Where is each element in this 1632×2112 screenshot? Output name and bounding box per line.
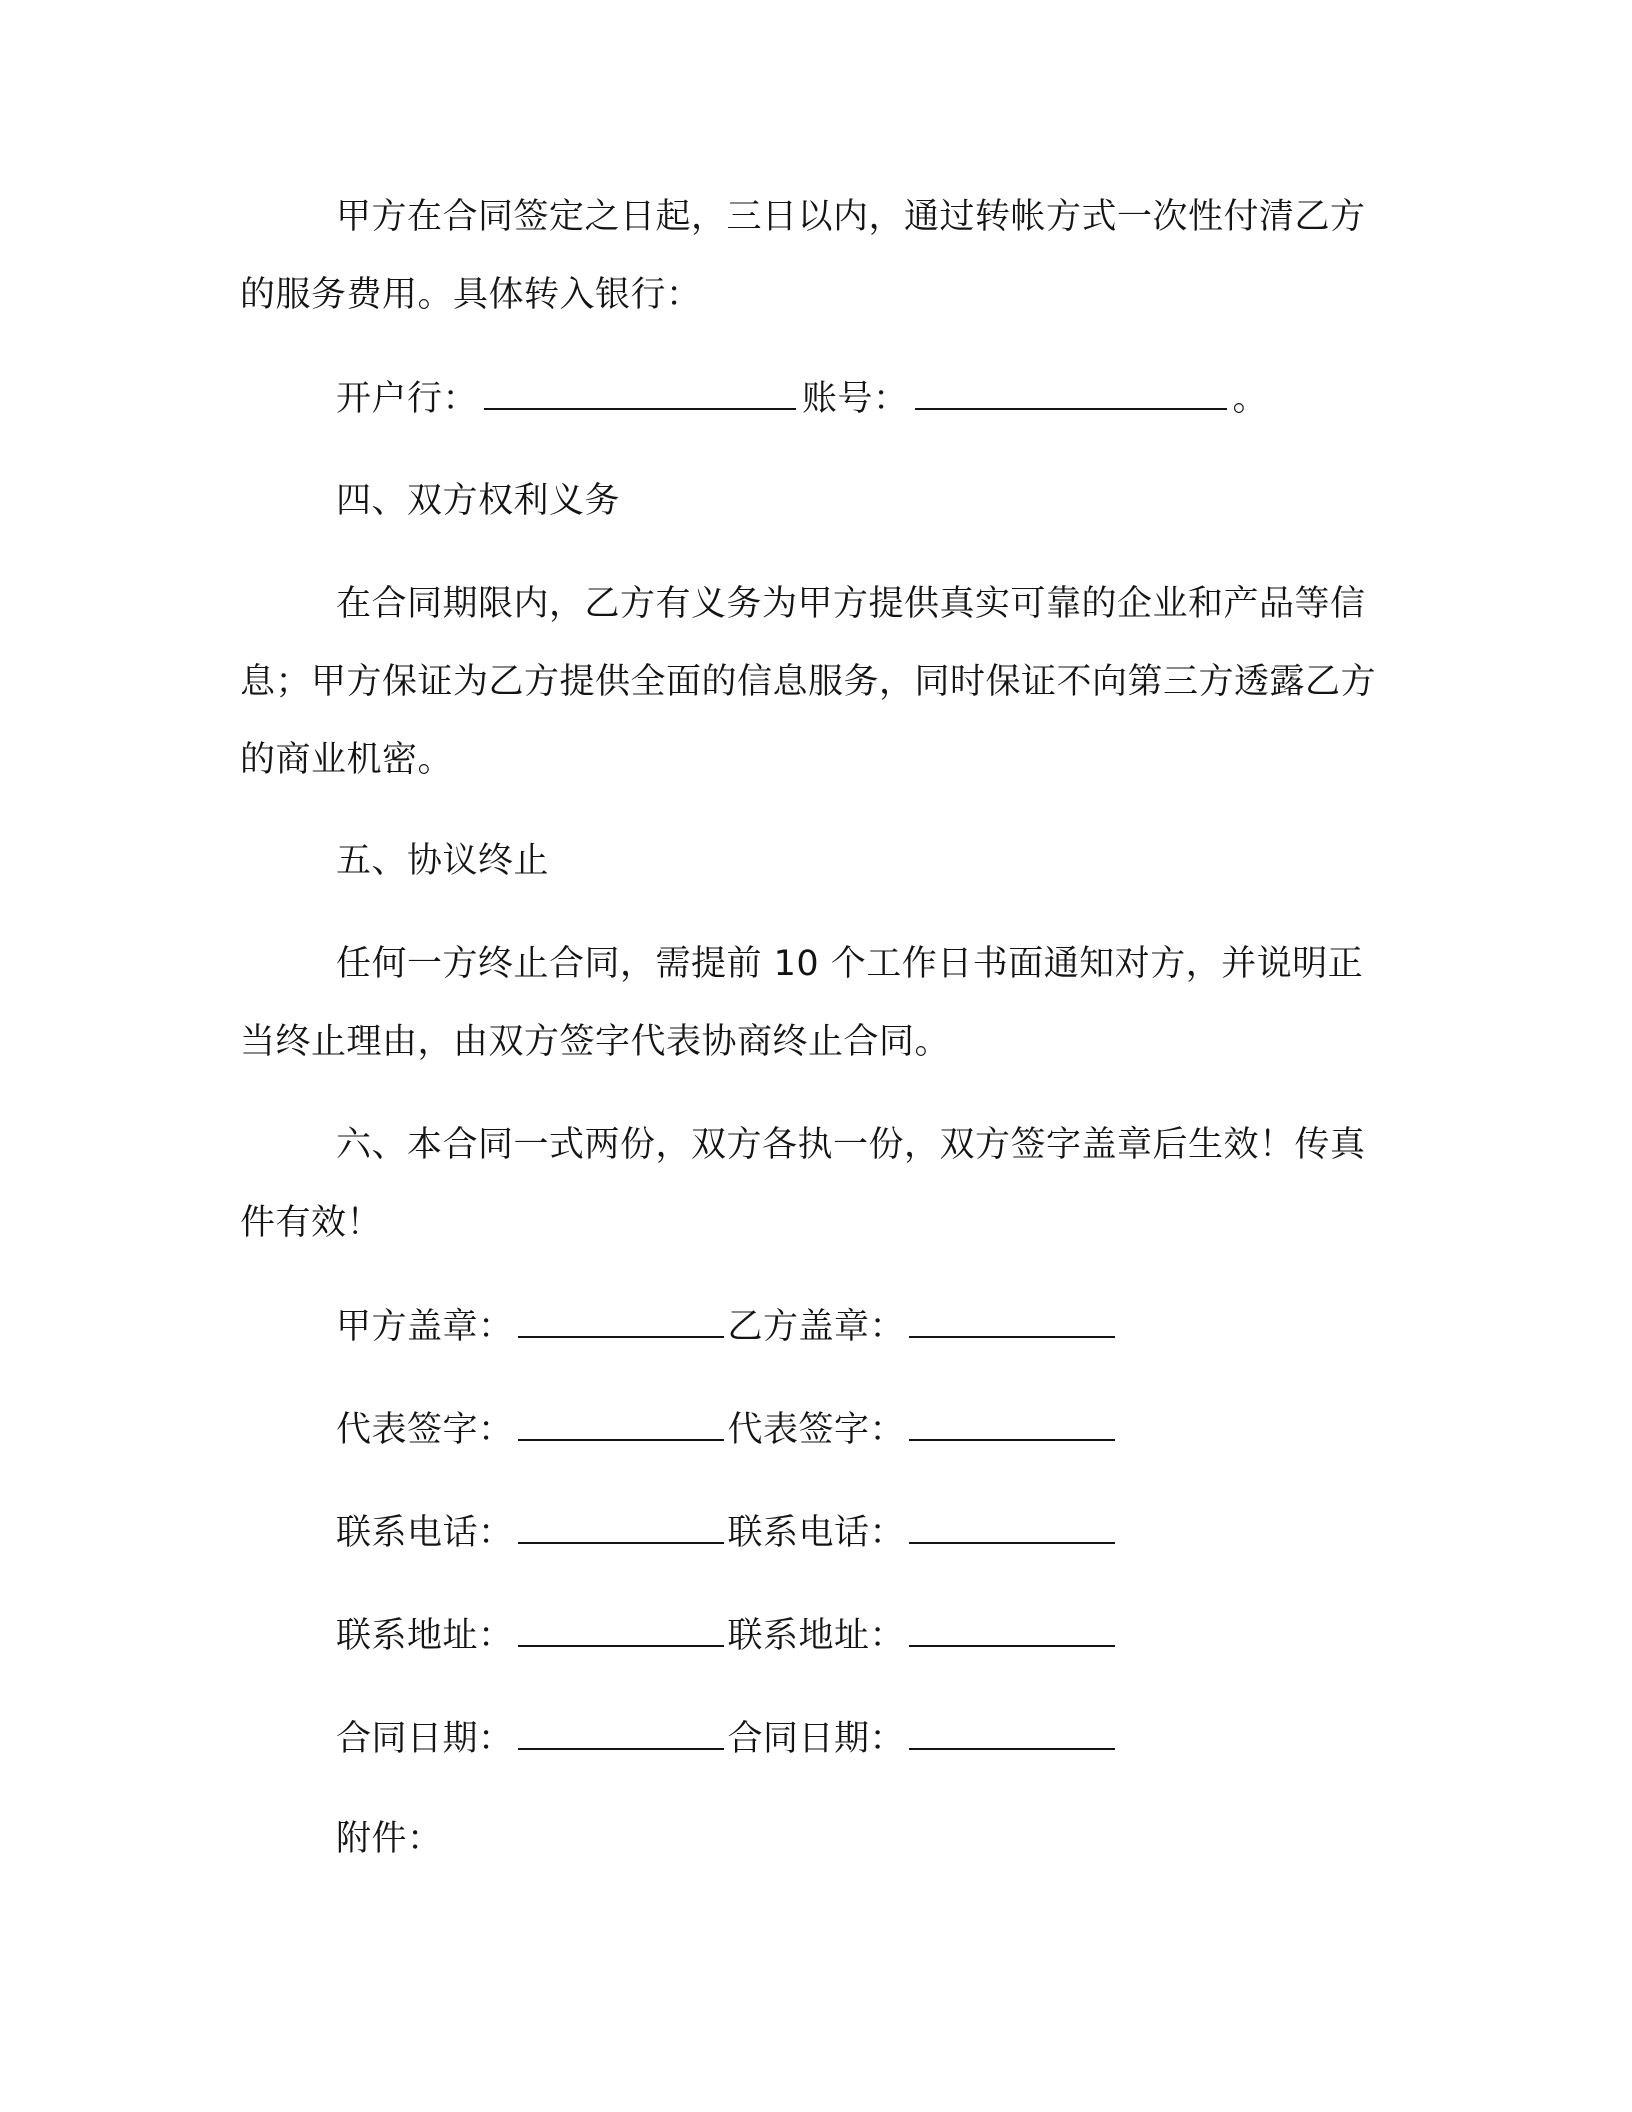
- date-b-label: 合同日期：: [727, 1719, 906, 1759]
- account-number-blank: [915, 366, 1227, 410]
- rep-sign-b-label: 代表签字：: [727, 1410, 906, 1450]
- end-mark: 。: [1232, 379, 1269, 419]
- section-5-heading: 五、协议终止: [336, 841, 550, 881]
- phone-b-label: 联系电话：: [727, 1513, 906, 1553]
- section-4-body: 在合同期限内，乙方有义务为甲方提供真实可靠的企业和产品等信息；甲方保证为乙方提供全面的信息服务，同时保证不向第三方透露乙方的商业机密。: [240, 584, 1377, 780]
- address-a-label: 联系地址：: [336, 1616, 514, 1656]
- date-a-blank: [518, 1706, 724, 1750]
- account-label: 账号：: [802, 379, 909, 419]
- address-a-blank: [518, 1603, 724, 1647]
- date-a-label: 合同日期：: [336, 1719, 514, 1759]
- seal-row: [336, 1294, 1119, 1357]
- party-b-seal-label: 乙方盖章：: [727, 1307, 906, 1347]
- bank-label: 开户行：: [336, 379, 479, 419]
- section-6-paragraph: 六、本合同一式两份，双方各执一份，双方签字盖章后生效！传真件有效！: [240, 1125, 1366, 1243]
- party-a-seal-blank: [518, 1294, 724, 1338]
- attachment-label: 附件：: [336, 1819, 443, 1859]
- party-b-seal-blank: [909, 1294, 1115, 1338]
- bank-name-blank: [484, 366, 796, 410]
- rep-sign-b-blank: [909, 1397, 1115, 1441]
- section-5-body: 任何一方终止合同，需提前 10 个工作日书面通知对方，并说明正当终止理由，由双方签字代表协商终止合同。: [240, 944, 1364, 1062]
- date-row: [336, 1706, 1119, 1769]
- section-4-heading: 四、双方权利义务: [336, 481, 621, 521]
- date-b-blank: [909, 1706, 1115, 1750]
- payment-paragraph: 甲方在合同签定之日起，三日以内，通过转帐方式一次性付清乙方的服务费用。具体转入银行：: [240, 197, 1366, 315]
- phone-row: [336, 1500, 1119, 1563]
- address-b-label: 联系地址：: [727, 1616, 906, 1656]
- party-a-seal-label: 甲方盖章：: [336, 1307, 514, 1347]
- phone-b-blank: [909, 1500, 1115, 1544]
- address-b-blank: [909, 1603, 1115, 1647]
- phone-a-blank: [518, 1500, 724, 1544]
- rep-sign-a-blank: [518, 1397, 724, 1441]
- rep-sign-a-label: 代表签字：: [336, 1410, 514, 1450]
- bank-info-line: [336, 360, 1268, 438]
- address-row: [336, 1603, 1119, 1666]
- representative-row: [336, 1397, 1119, 1460]
- phone-a-label: 联系电话：: [336, 1513, 514, 1553]
